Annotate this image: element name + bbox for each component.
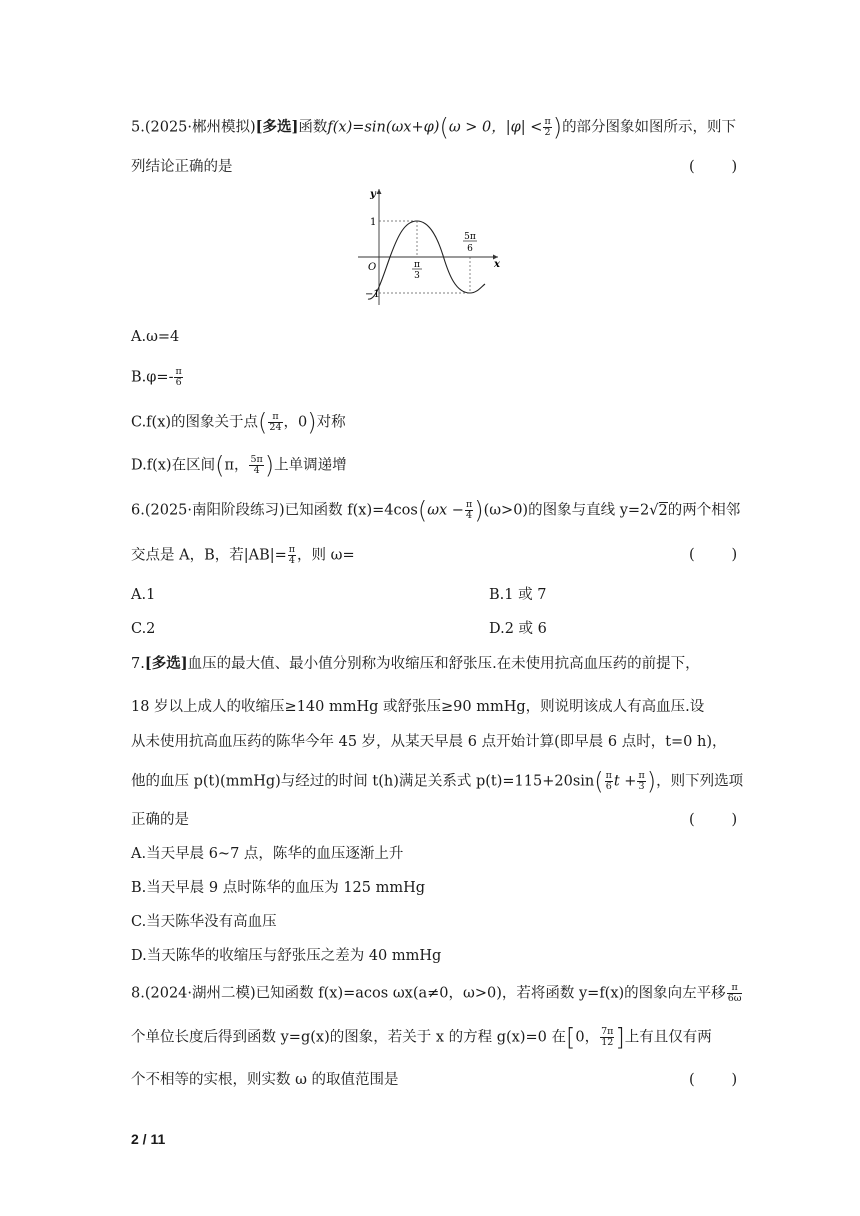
q7-line1: 7.[多选]血压的最大值、最小值分别称为收缩压和舒张压.在未使用抗高血压药的前提下， — [131, 655, 700, 672]
q6-option-c: C.2 — [131, 621, 156, 637]
x-mark-pi-3-num: π — [414, 260, 420, 270]
x-mark-pi-3-den: 3 — [414, 271, 420, 281]
q5-option-a: A.ω=4 — [131, 329, 180, 345]
sine-graph — [350, 183, 510, 313]
q6-option-b: B.1 或 7 — [489, 587, 547, 603]
q6-line2: 交点是 A，B，若|AB|= $\frac{\pi}{4}$ ，则 ω= — [131, 544, 355, 566]
q6-line1: 6.(2025·南阳阶段练习)已知函数 f(x)=4cos(ωx − $\frac{\pi}{4}$ )(ω>0)的图象与直线 y=2√2的两个相邻 — [131, 496, 741, 525]
origin-label: O — [368, 262, 377, 273]
x-axis-label: x — [494, 259, 500, 270]
q5-line1: 5.(2025·郴州模拟)[多选]函数f(x)=sin(ωx+φ)(ω > 0，|φ| < $\frac{\pi}{2}$ )的部分图象如图所示，则下 — [131, 113, 737, 142]
q7-line3: 从未使用抗高血压药的陈华今年 45 岁，从某天早晨 6 点开始计算(即早晨 6 点时，t=0 h)， — [131, 734, 727, 750]
q7-option-d: D.当天陈华的收缩压与舒张压之差为 40 mmHg — [131, 948, 442, 964]
q6-option-d: D.2 或 6 — [489, 621, 547, 637]
y-axis-label: y — [370, 189, 376, 200]
q8-line3: 个不相等的实根，则实数 ω 的取值范围是 — [131, 1072, 399, 1088]
x-mark-5pi-6-num: 5π — [464, 232, 476, 242]
multi-select-tag: [多选] — [144, 655, 188, 672]
multi-select-tag: [多选] — [255, 118, 299, 136]
x-mark-5pi-6-den: 6 — [467, 244, 473, 254]
q8-line1: 8.(2024·湖州二模)已知函数 f(x)=acos ωx(a≠0，ω>0)，若将函数 y=f(x)的图象向左平移 $\frac{\pi}{6\omega}$ — [131, 982, 742, 1004]
q7-option-c: C.当天陈华没有高血压 — [131, 914, 277, 930]
q7-option-b: B.当天早晨 9 点时陈华的血压为 125 mmHg — [131, 880, 426, 896]
answer-parens: ( ) — [689, 159, 738, 175]
q5-option-c: C.f(x)的图象关于点( $\frac{\pi}{24}$ ，0)对称 — [131, 408, 346, 437]
q6-option-a: A.1 — [131, 587, 156, 603]
answer-parens: ( ) — [689, 812, 738, 828]
answer-parens: ( ) — [689, 547, 738, 563]
q7-line4: 他的血压 p(t)(mmHg)与经过的时间 t(h)满足关系式 p(t)=115+20sin( $\frac{\pi}{6}$ t + $\frac{\pi}{3}$ )，则下列选项 — [131, 767, 744, 796]
y-tick-min: −1 — [365, 289, 380, 300]
q5-option-b: B.φ=- $\frac{\pi}{6}$ — [131, 366, 182, 388]
answer-parens: ( ) — [689, 1072, 738, 1088]
q8-line2: 个单位长度后得到函数 y=g(x)的图象，若关于 x 的方程 g(x)=0 在[0， $\frac{7\pi}{12}$ ]上有且仅有两 — [131, 1023, 712, 1052]
q7-option-a: A.当天早晨 6~7 点，陈华的血压逐渐上升 — [131, 846, 404, 862]
q7-line2: 18 岁以上成人的收缩压≥140 mmHg 或舒张压≥90 mmHg，则说明该成人有高血压.设 — [131, 699, 705, 715]
q7-line5: 正确的是 — [131, 812, 189, 828]
q5-option-d: D.f(x)在区间(π， $\frac{5\pi}{4}$ )上单调递增 — [131, 451, 347, 480]
q5-line2: 列结论正确的是 — [131, 159, 233, 175]
page-number: 2 / 11 — [131, 1131, 166, 1147]
y-tick-max: 1 — [370, 217, 377, 228]
